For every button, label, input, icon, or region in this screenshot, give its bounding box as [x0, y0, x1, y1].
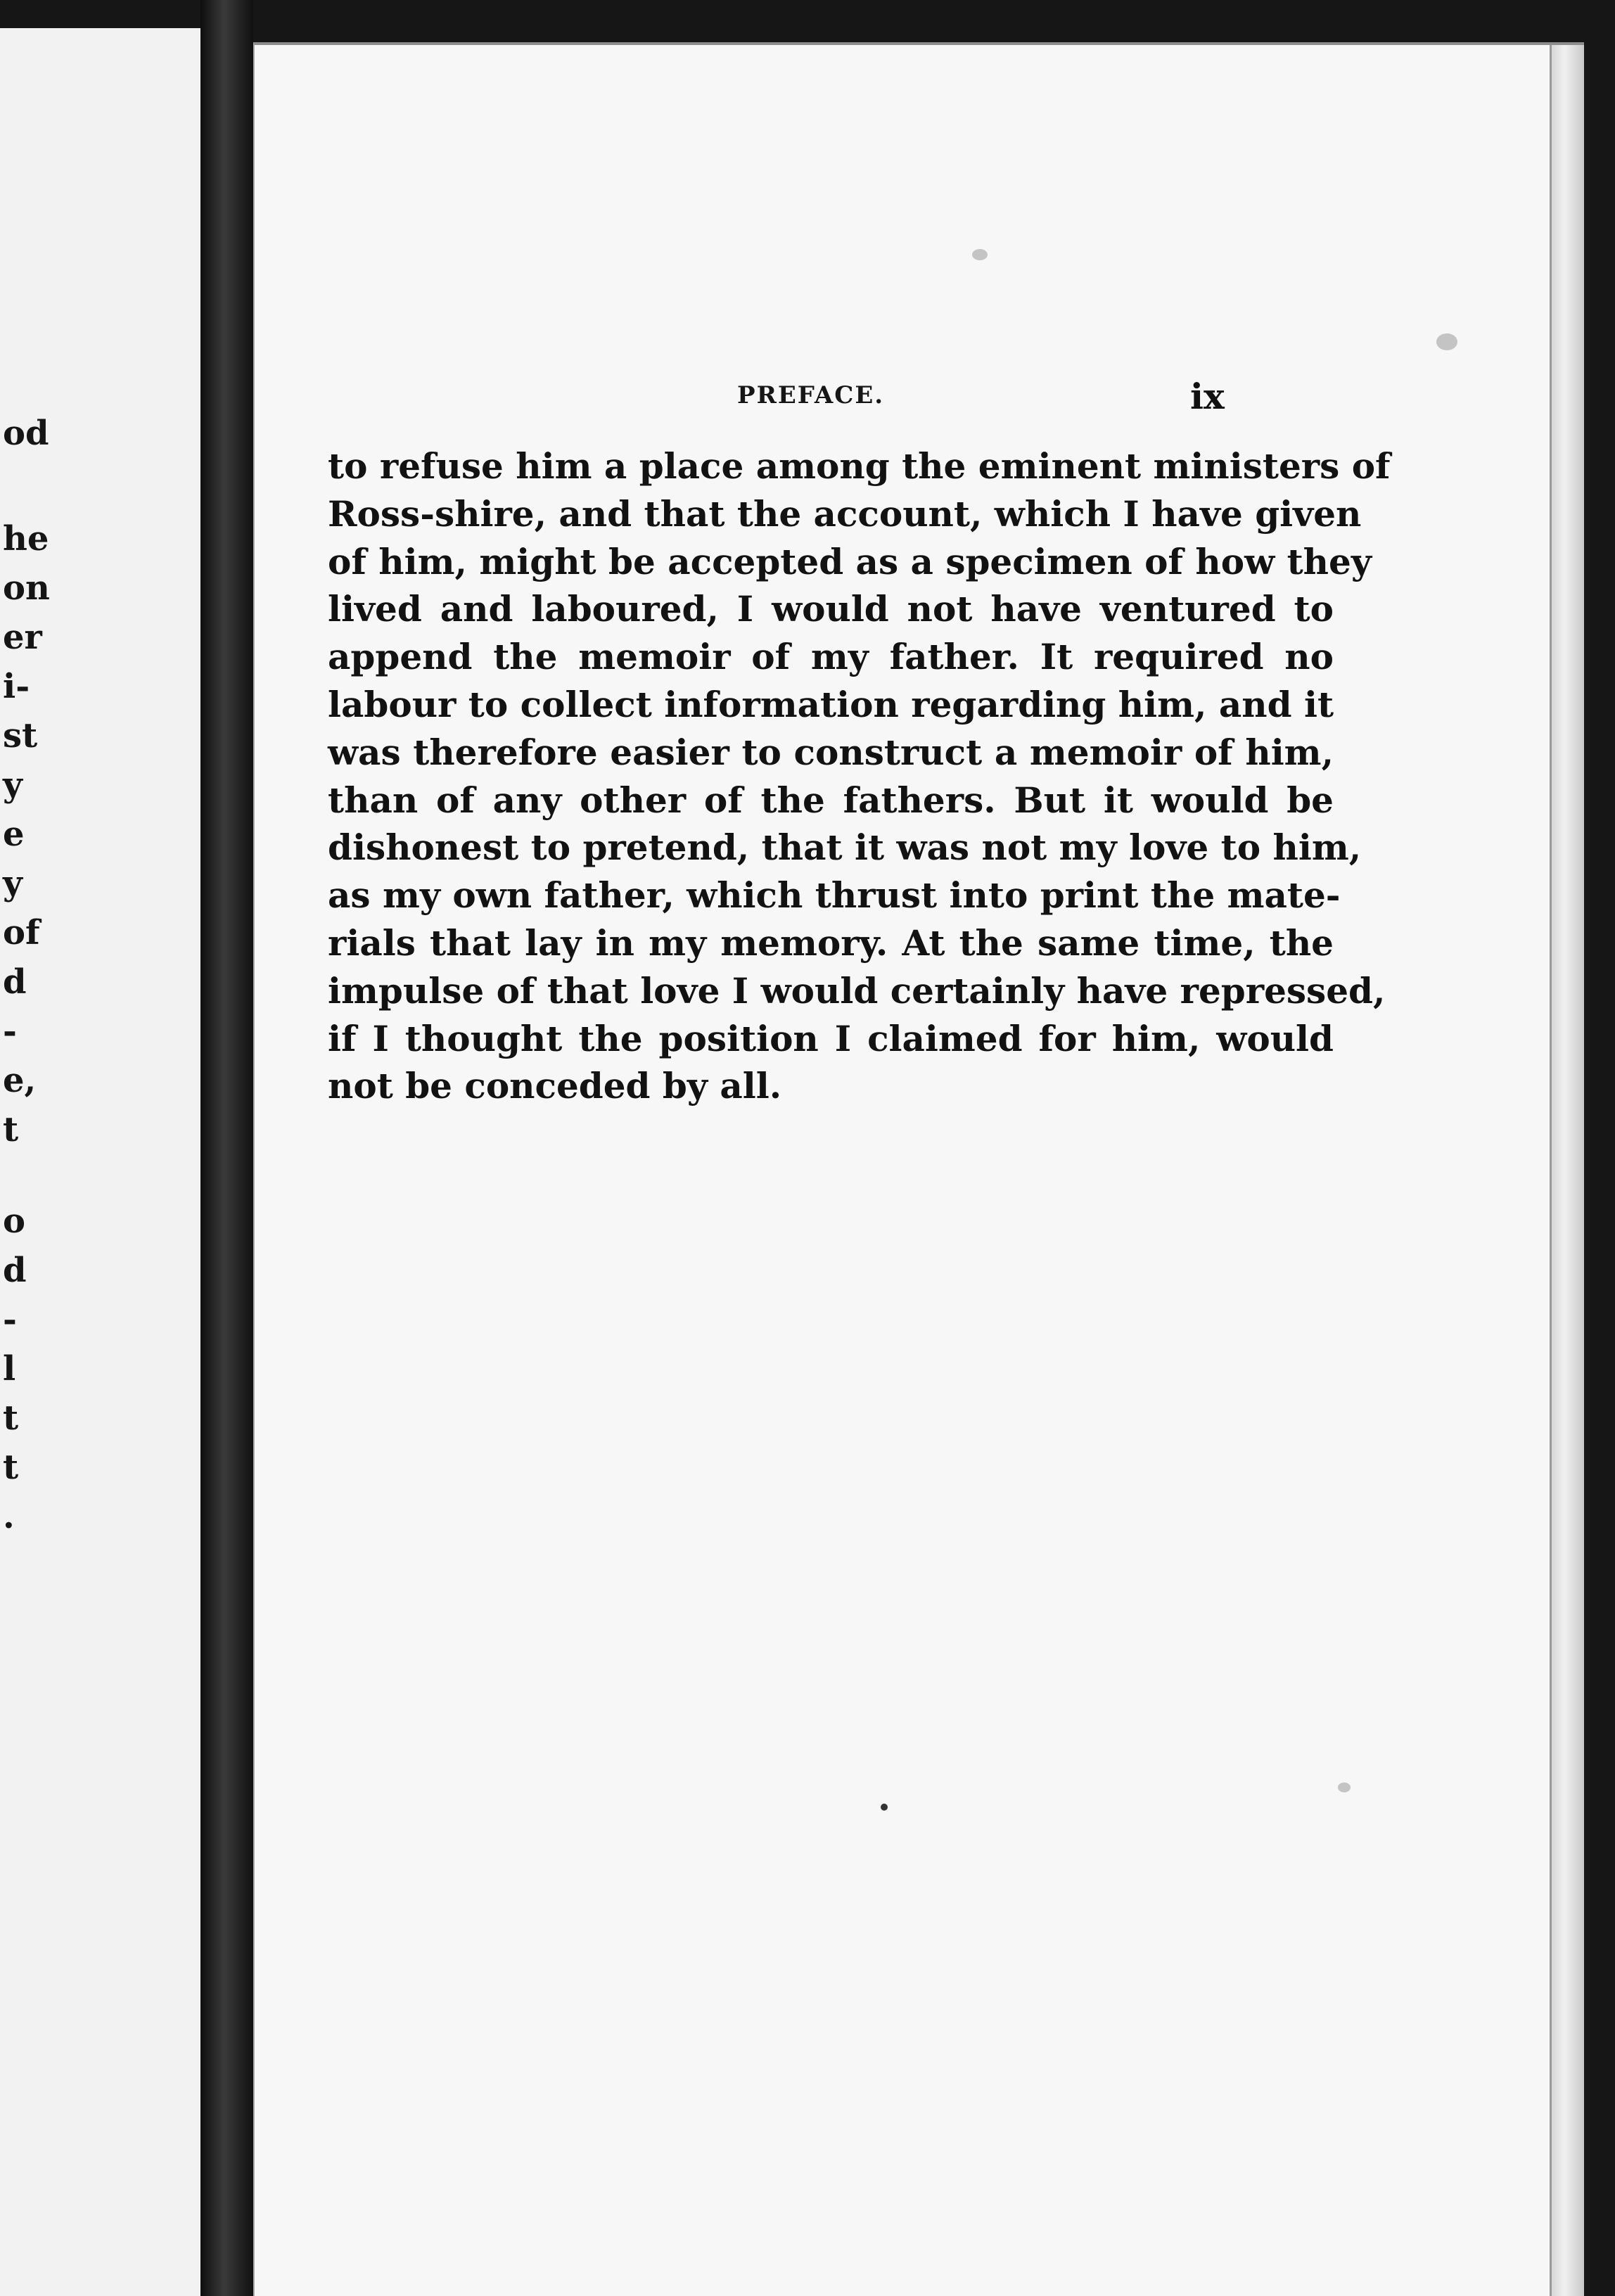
left-fragment: l [3, 1349, 16, 1389]
paper-speck [881, 1804, 888, 1811]
left-fragment: t [3, 1448, 19, 1487]
book-gutter [200, 0, 253, 2296]
preface-text [328, 442, 1391, 1110]
left-fragment: t [3, 1398, 19, 1438]
text-line: as my own father, which thrust into print the mate- [328, 874, 1341, 917]
text-line: impulse of that love I would certainly have repressed, [328, 969, 1386, 1012]
text-line: rials that lay in my memory. At the same time, the [328, 921, 1334, 964]
left-fragment: t [3, 1110, 19, 1149]
text-line: labour to collect information regarding him, and it [328, 683, 1334, 725]
left-fragment: he [3, 519, 49, 559]
text-line: lived and laboured, I would not have ventured to [328, 588, 1334, 630]
left-fragment: i- [3, 667, 30, 706]
left-fragment: - [3, 1012, 17, 1051]
left-fragment: of [3, 913, 40, 952]
text-line: than of any other of the fathers. But it would be [328, 779, 1334, 821]
page-number: ix [1190, 376, 1225, 417]
left-fragment: d [3, 1251, 27, 1290]
left-fragment: - [3, 1300, 17, 1339]
paper-speck [1338, 1782, 1351, 1792]
text-line: if I thought the position I claimed for him, would [328, 1017, 1334, 1059]
text-line: was therefore easier to construct a memoir of him, [328, 731, 1334, 773]
left-fragment: st [3, 716, 38, 755]
left-page-text-fragments [0, 28, 200, 2296]
left-fragment: d [3, 962, 27, 1002]
paper-speck [972, 249, 988, 260]
text-line: append the memoir of my father. It required no [328, 636, 1334, 678]
left-fragment: o [3, 1201, 26, 1241]
left-fragment: y [3, 765, 23, 805]
right-page [253, 42, 1584, 2296]
left-fragment: e, [3, 1061, 37, 1100]
left-facing-page [0, 28, 203, 2296]
running-head: PREFACE. [737, 381, 885, 409]
text-line: to refuse him a place among the eminent ministers of [328, 445, 1391, 487]
text-line: dishonest to pretend, that it was not my love to him, [328, 827, 1362, 869]
left-fragment: y [3, 864, 23, 903]
text-line: Ross-shire, and that the account, which I have given [328, 492, 1362, 535]
text-line: not be conceded by all. [328, 1065, 782, 1107]
left-fragment: od [3, 414, 49, 453]
page-header [255, 340, 1584, 425]
left-fragment: on [3, 568, 50, 608]
text-line: of him, might be accepted as a specimen of how they [328, 540, 1372, 582]
left-fragment: e [3, 815, 25, 854]
left-fragment: er [3, 618, 42, 657]
left-fragment: . [3, 1497, 15, 1536]
